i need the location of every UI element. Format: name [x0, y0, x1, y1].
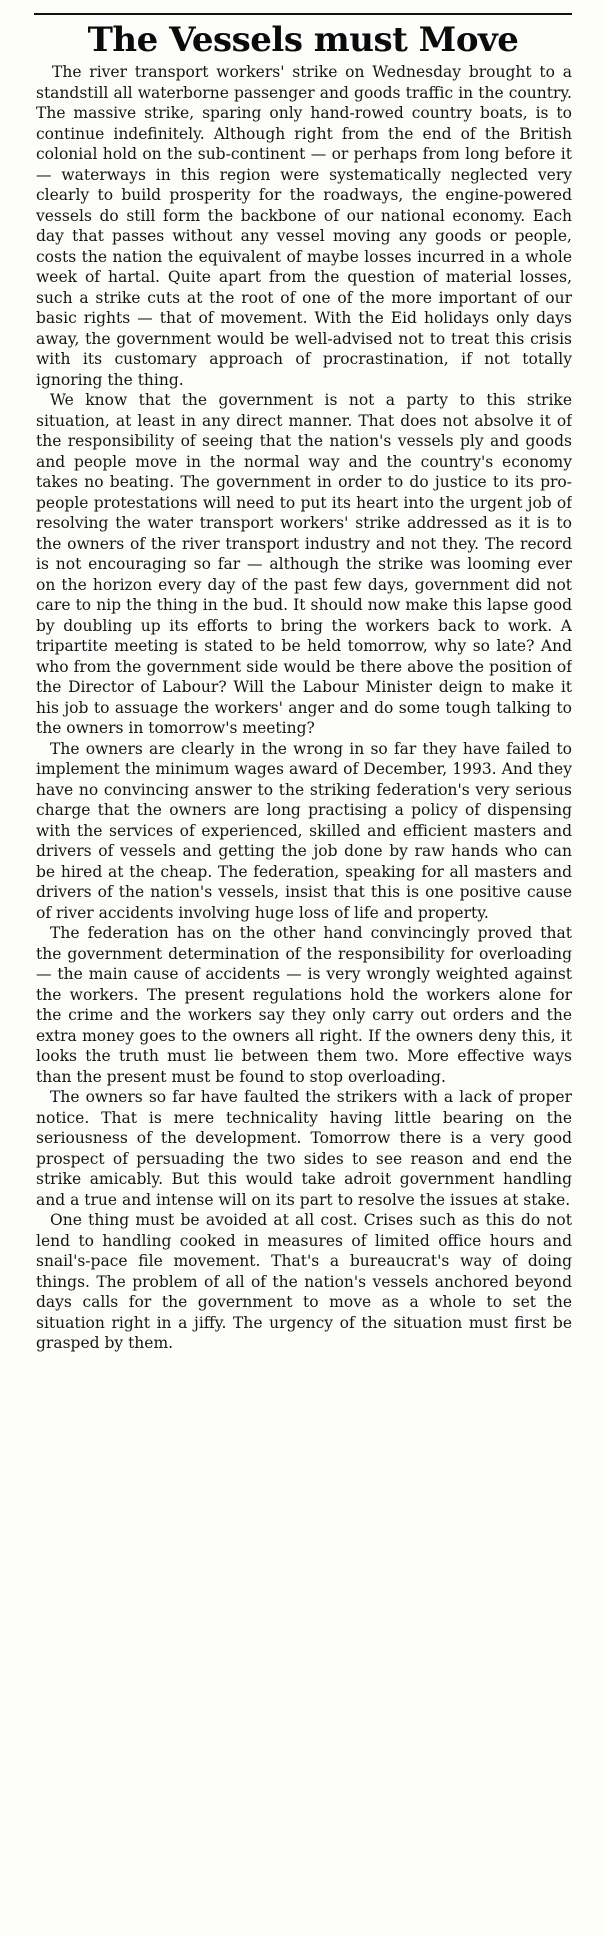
cut-off-dateline	[34, 0, 574, 11]
paragraph-4: The federation has on the other hand convincingly proved that the government determination of the responsibility for overloading— the main cause of accidents — is very wrongly weighted against the workers. The present regulations hold the workers alone for the crime and the workers say they only carry out orders and the extra money goes to the owners all right. If the owners deny this, it looks the truth must lie between them two. More effective ways than the present must be found to stop overloading.	[36, 924, 572, 1086]
top-rule	[34, 13, 572, 15]
editorial-headline: The Vessels must Move	[87, 20, 519, 60]
paragraph-5: The owners so far have faulted the strikers with a lack of proper notice. That is mere technicality having little bearing on the seriousness of the development. Tomorrow there is a very good prospect of persuading the two sides to see reason and end the strike amicably. But this would take adroit government handling and a true and intense will on its part to resolve the issues at stake.	[36, 1088, 572, 1209]
paragraph-1: The river transport workers' strike on Wednesday brought to a standstill all waterborne passenger and goods traffic in the country. The massive strike, sparing only hand-rowed country boats, is to continue indefinitely. Although right from the end of the British colonial hold on the sub-continent — or perhaps from long before it — waterways in this region were systematically neglected very clearly to build prosperity for the roadways, the engine-powered vessels do still form the backbone of our national economy. Each day that passes without any vessel moving any goods or people, costs the nation the equivalent of maybe losses incurred in a whole week of hartal. Quite apart from the question of material losses, such a strike cuts at the root of one of the more important of our basic rights — that of movement. With the Eid holidays only days away, the government would be well-advised not to treat this crisis with its customary approach of procrastination, if not totally ignoring the thing.	[36, 63, 572, 389]
cut-off-next-headline	[34, 1924, 574, 1936]
paragraph-2: We know that the government is not a party to this strike situation, at least in any direct manner. That does not absolve it of the responsibility of seeing that the nation's vessels ply and goods and people move in the normal way and the country's economy takes no beating. The government in order to do justice to its pro-people protestations will need to put its heart into the urgent job of resolving the water transport workers' strike addressed as it is to the owners of the river transport industry and not they. The record is not encouraging so far — although the strike was looming ever on the horizon every day of the past few days, government did not care to nip the thing in the bud. It should now make this lapse good by doubling up its efforts to bring the workers back to work. A tripartite meeting is stated to be held tomorrow, why so late? And who from the government side would be there above the position of the Director of Labour? Will the Labour Minister deign to make it his job to assuage the workers' anger and do some tough talking to the owners in tomorrow's meeting?	[36, 391, 572, 737]
paragraph-3: The owners are clearly in the wrong in so far they have failed to implement the minimum wages award of December, 1993. And they have no convincing answer to the striking federation's very serious charge that the owners are long practising a policy of dispensing with the services of experienced, skilled and efficient masters and drivers of vessels and getting the job done by raw hands who can be hired at the cheap. The federation, speaking for all masters and drivers of the nation's vessels, insist that this is one positive cause of river accidents involving huge loss of life and property.	[36, 739, 572, 922]
paragraph-6: One thing must be avoided at all cost. Crises such as this do not lend to handling cooked in measures of limited office hours and snail's-pace file movement. That's a bureaucrat's way of doing things. The problem of all of the nation's vessels anchored beyond days calls for the government to move as a whole to set the situation right in a jiffy. The urgency of the situation must first be grasped by them.	[36, 1211, 572, 1352]
editorial-body	[36, 62, 572, 1922]
